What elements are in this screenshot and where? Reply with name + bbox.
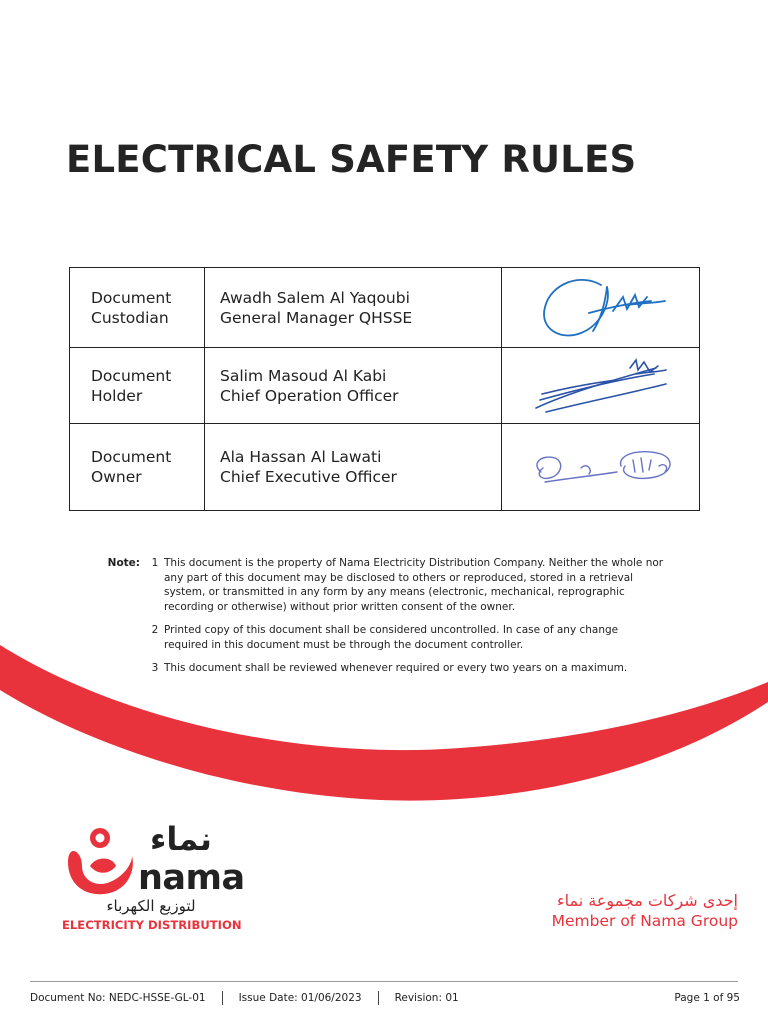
- issue-date: Issue Date: 01/06/2023: [238, 992, 362, 1004]
- note-item: [104, 661, 664, 676]
- member-of-group: Member of Nama Group: [551, 912, 738, 930]
- brand-subtitle: ELECTRICITY DISTRIBUTION: [62, 918, 242, 932]
- note-text: This document is the property of Nama Electricity Distribution Company. Neither the whole nor any part of this document may be disclosed to others or reproduced, stored in a retrieval system, or transmitted in any form by any means (electronic, mechanical, reprographic recording or otherwise) without prior written consent of the owner.: [164, 557, 664, 613]
- footer: [30, 991, 740, 1005]
- note-number: 2: [151, 624, 159, 636]
- note-number: 3: [151, 662, 159, 674]
- member-of-group-arabic: إحدى شركات مجموعة نماء: [557, 891, 738, 910]
- brand-arabic-subtitle: لتوزيع الكهرباء: [106, 897, 196, 915]
- note-item: [104, 623, 664, 652]
- role-label: Custodian: [91, 308, 169, 327]
- note-label-spacer: [104, 623, 146, 652]
- revision: Revision: 01: [394, 992, 459, 1004]
- note-item: [104, 556, 664, 614]
- note-number: 1: [151, 557, 159, 569]
- brand-latin-name: nama: [138, 858, 245, 898]
- person-position: Chief Executive Officer: [220, 468, 397, 486]
- footer-separator: [378, 991, 379, 1005]
- role-label: Holder: [91, 386, 143, 405]
- notes-section: [104, 556, 664, 685]
- role-label: Document: [91, 448, 172, 466]
- role-label: Document: [91, 288, 172, 307]
- note-text: This document shall be reviewed whenever required or every two years on a maximum.: [164, 662, 628, 674]
- person-position: General Manager QHSSE: [220, 308, 413, 327]
- document-number: Document No: NEDC-HSSE-GL-01: [30, 992, 206, 1004]
- person-name: Ala Hassan Al Lawati: [220, 448, 382, 466]
- footer-divider: [30, 981, 738, 982]
- note-text: Printed copy of this document shall be considered uncontrolled. In case of any change required in this document must be through the document controller.: [164, 624, 619, 651]
- note-label: Note:: [107, 557, 140, 569]
- footer-separator: [222, 991, 223, 1005]
- role-label: Owner: [91, 468, 142, 486]
- role-label: Document: [91, 366, 172, 385]
- page-number: Page 1 of 95: [674, 992, 740, 1004]
- document-title: ELECTRICAL SAFETY RULES: [66, 138, 637, 181]
- note-label-spacer: [104, 661, 146, 676]
- brand-arabic-name: نماء: [150, 820, 212, 858]
- person-name: Awadh Salem Al Yaqoubi: [220, 288, 410, 307]
- person-name: Salim Masoud Al Kabi: [220, 366, 387, 385]
- nama-logo-icon: [60, 822, 140, 902]
- person-position: Chief Operation Officer: [220, 386, 399, 405]
